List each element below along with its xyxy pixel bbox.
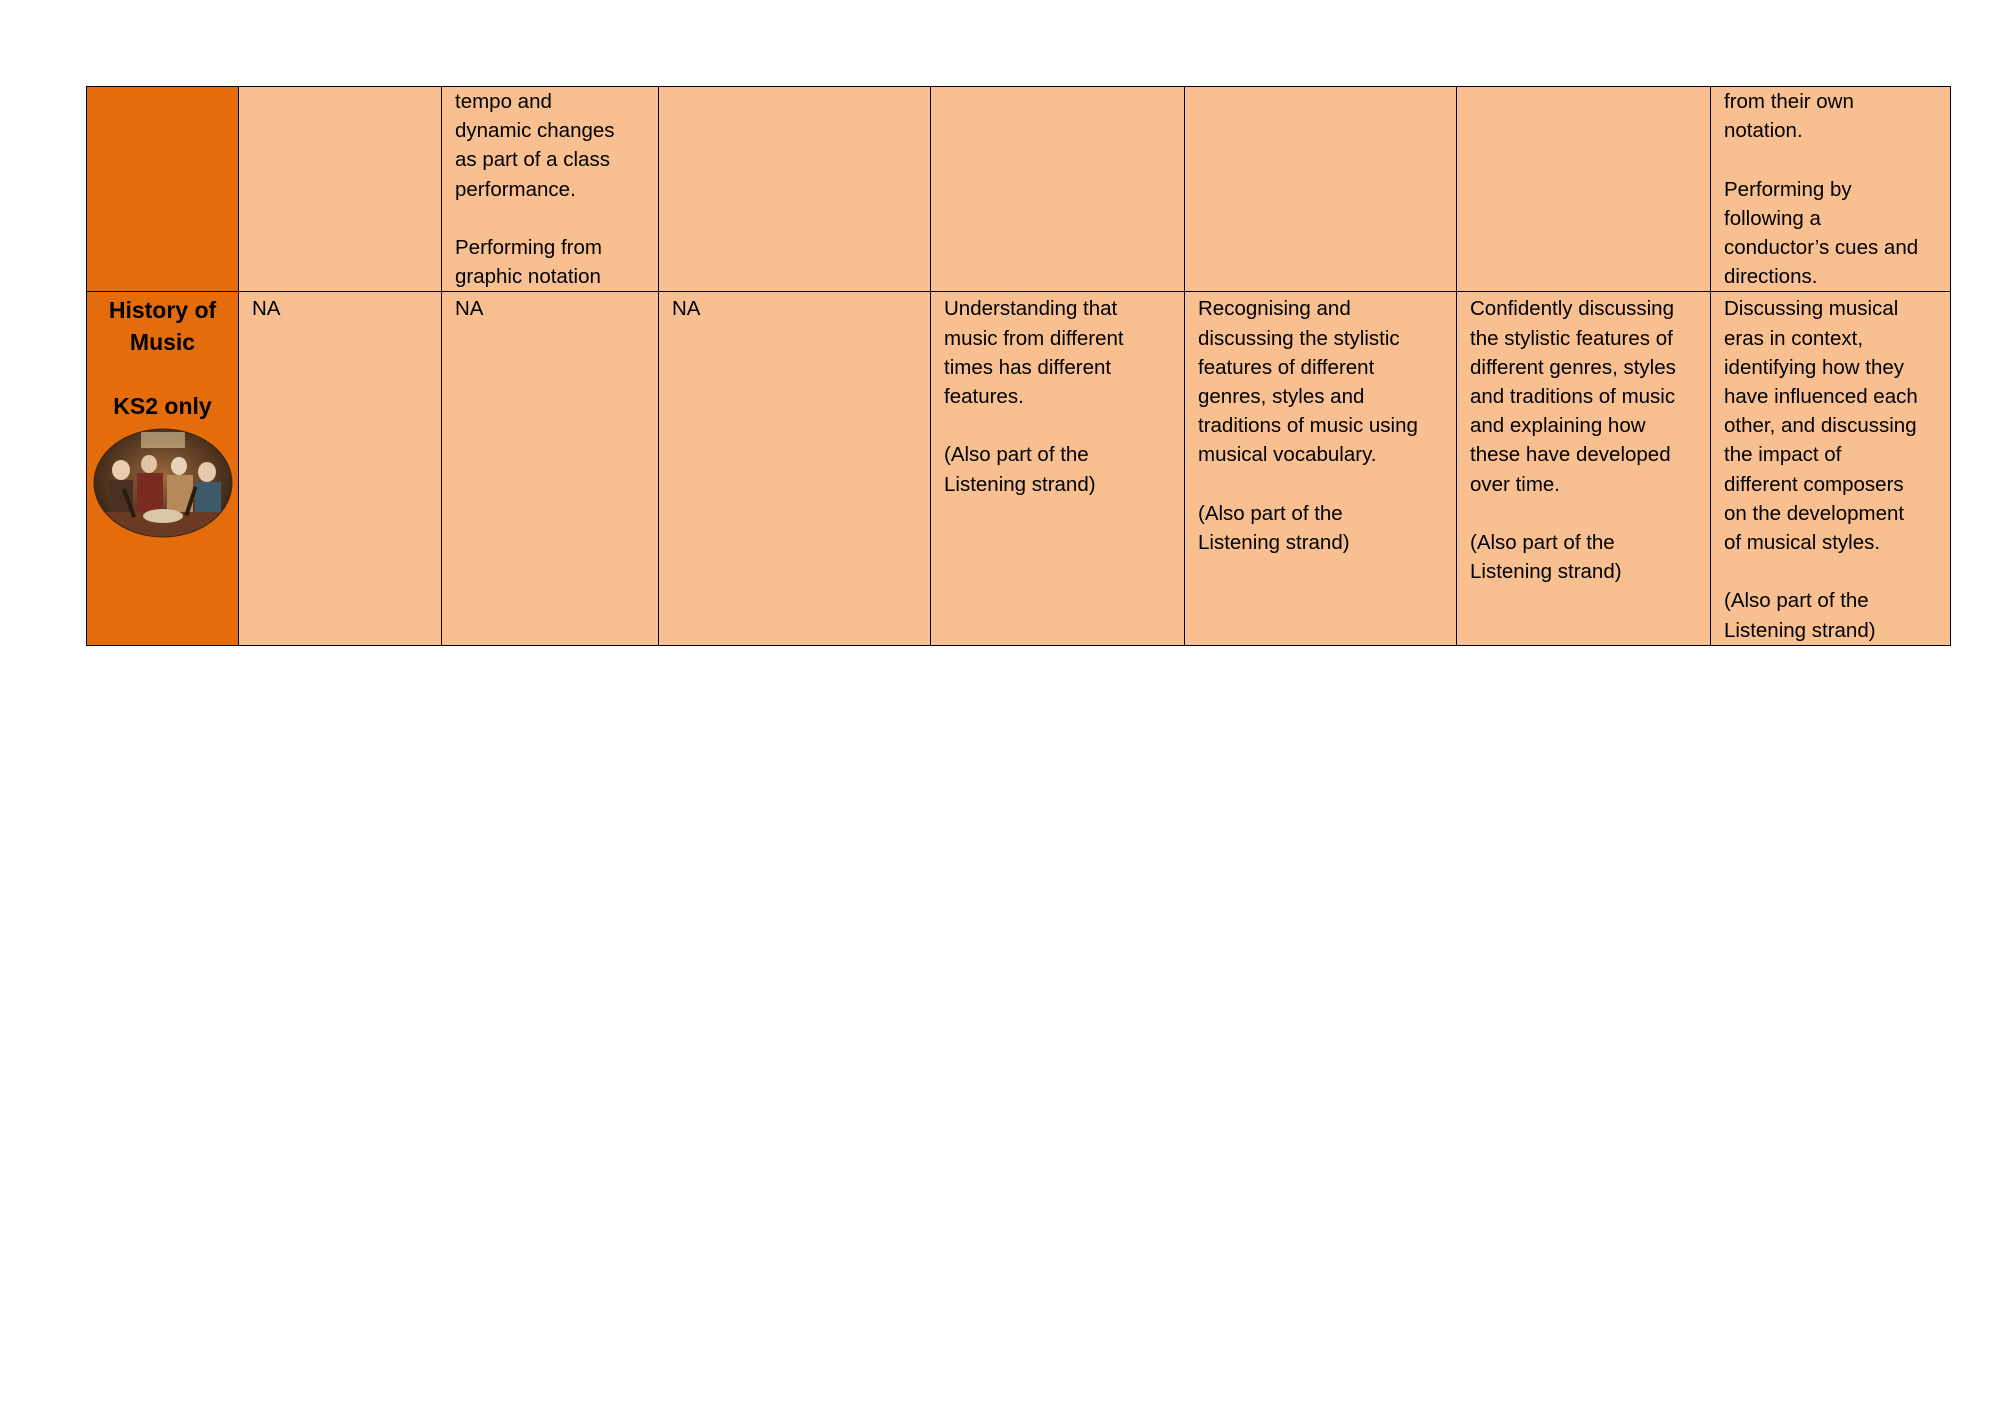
table-cell <box>1457 292 1711 645</box>
table-cell <box>931 87 1185 292</box>
table-cell <box>659 292 931 645</box>
table-row-continued <box>87 87 1951 292</box>
table-cell <box>442 87 659 292</box>
table-cell <box>1185 87 1457 292</box>
cell-text: tempo and dynamic changes as part of a class performance. Performing from graphic notation <box>455 90 615 289</box>
cell-text: Understanding that music from different times has different features. (Also part of the Listening strand) <box>944 297 1124 496</box>
table-cell <box>442 292 659 645</box>
strand-subtitle: KS2 only <box>113 393 212 420</box>
strand-title: History of Music <box>108 297 217 356</box>
cell-text: NA <box>252 297 281 321</box>
table-cell <box>1711 292 1951 645</box>
table-cell <box>1457 87 1711 292</box>
cell-text: Discussing musical eras in context, identifying how they have influenced each other, and discussing the impact of different composers on the development of musical styles. (Also part of the Listening strand) <box>1724 297 1918 642</box>
table-cell <box>659 87 931 292</box>
cell-text: Confidently discussing the stylistic features of different genres, styles and traditions of music and explaining how these have developed over time. (Also part of the Listening strand) <box>1470 297 1676 584</box>
cell-text: NA <box>455 297 484 321</box>
strand-cell <box>87 87 239 292</box>
table-cell <box>239 87 442 292</box>
cell-text: Recognising and discussing the stylistic features of different genres, styles and traditions of music using musical vocabulary. (Also part of the Listening strand) <box>1198 297 1418 555</box>
cell-text: NA <box>672 297 701 321</box>
curriculum-table <box>86 86 1951 646</box>
table-cell <box>1185 292 1457 645</box>
table-row-history-of-music <box>87 292 1951 645</box>
cell-text: from their own notation. Performing by following a conductor’s cues and directions. <box>1724 90 1919 289</box>
table-cell <box>931 292 1185 645</box>
strand-cell <box>87 292 239 645</box>
table-cell <box>239 292 442 645</box>
table-cell <box>1711 87 1951 292</box>
classical-musicians-painting-image <box>93 428 233 538</box>
